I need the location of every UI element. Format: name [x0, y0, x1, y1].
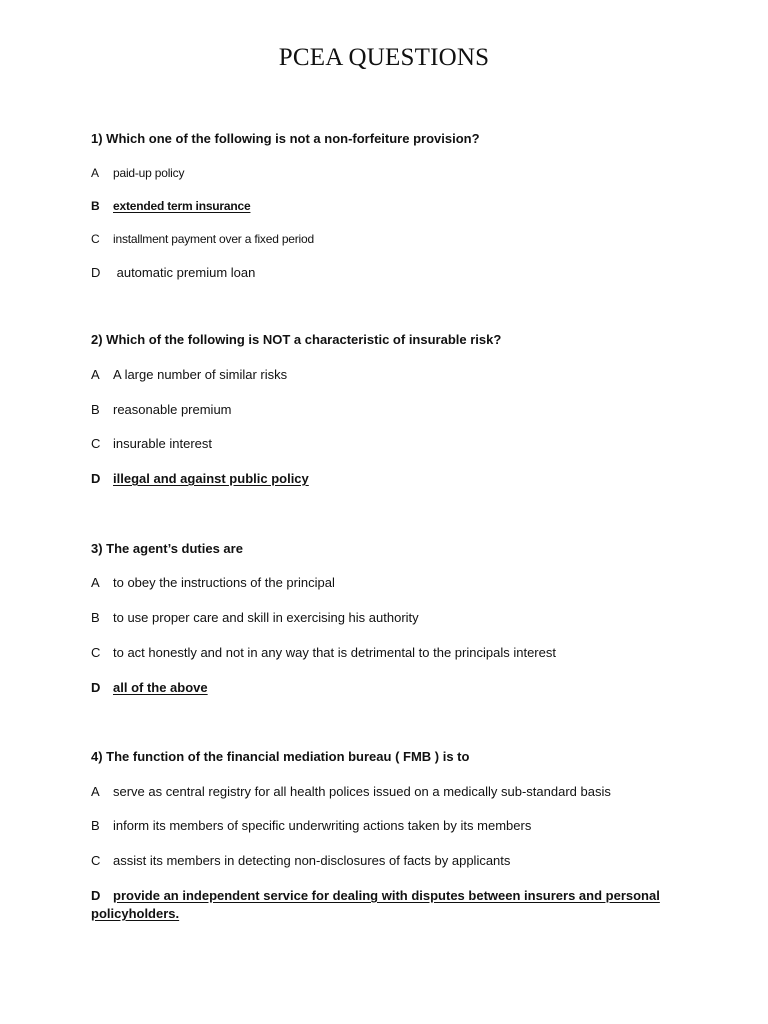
question-4-option-c: [91, 852, 510, 870]
question-3-option-c: [91, 644, 556, 662]
option-letter: C: [91, 645, 101, 660]
question-3-option-a: [91, 574, 335, 592]
question-3-option-d-correct-answer: [91, 679, 208, 697]
question-4-option-d-correct-answer: [91, 887, 691, 923]
option-text: extended term insurance: [113, 199, 251, 213]
option-text: assist its members in detecting non-disclosures of facts by applicants: [113, 853, 511, 868]
option-text: automatic premium loan: [113, 265, 256, 280]
question-2-option-c: [91, 435, 212, 453]
option-letter: A: [91, 784, 100, 799]
option-letter: D: [91, 265, 101, 280]
question-1-text: 1) Which one of the following is not a non-forfeiture provision?: [91, 131, 480, 146]
option-letter: D: [91, 471, 101, 486]
question-2-option-d-correct-answer: [91, 470, 309, 488]
option-letter: C: [91, 853, 101, 868]
option-letter: B: [91, 818, 100, 833]
option-text: installment payment over a fixed period: [113, 232, 314, 246]
question-2-option-a: [91, 366, 287, 384]
option-text: to obey the instructions of the principal: [113, 575, 335, 590]
option-text-continuation: policyholders.: [91, 906, 180, 921]
question-3-text: 3) The agent’s duties are: [91, 541, 243, 556]
question-1-option-d: [91, 264, 255, 282]
option-text: to use proper care and skill in exercising his authority: [113, 610, 419, 625]
question-4-text: 4) The function of the financial mediation bureau ( FMB ) is to: [91, 749, 470, 764]
option-letter: D: [91, 680, 101, 695]
option-letter: B: [91, 610, 100, 625]
option-letter: D: [91, 888, 101, 903]
question-4-option-b: [91, 817, 531, 835]
question-1-option-b-correct-answer: [91, 197, 250, 215]
option-text: reasonable premium: [113, 402, 232, 417]
question-4-option-a: [91, 783, 611, 801]
option-letter: B: [91, 199, 100, 213]
question-2-text: 2) Which of the following is NOT a characteristic of insurable risk?: [91, 332, 502, 347]
question-1-option-a: [91, 164, 184, 182]
option-letter: C: [91, 436, 101, 451]
question-1-option-c: [91, 230, 314, 248]
option-text: illegal and against public policy: [113, 471, 309, 486]
option-text: to act honestly and not in any way that is detrimental to the principals interest: [113, 645, 556, 660]
option-letter: A: [91, 166, 99, 180]
option-letter: B: [91, 402, 100, 417]
question-2-option-b: [91, 401, 232, 419]
question-3-option-b: [91, 609, 419, 627]
option-text: serve as central registry for all health polices issued on a medically sub-standard basis: [113, 784, 611, 799]
page-title: PCEA QUESTIONS: [278, 44, 490, 71]
option-letter: A: [91, 575, 100, 590]
option-text: A large number of similar risks: [113, 367, 288, 382]
option-text: provide an independent service for dealing with disputes between insurers and personal: [113, 888, 660, 903]
option-letter: C: [91, 232, 100, 246]
option-text: insurable interest: [113, 436, 212, 451]
option-text: all of the above: [113, 680, 208, 695]
option-text: inform its members of specific underwriting actions taken by its members: [113, 818, 532, 833]
option-text: paid-up policy: [113, 166, 185, 180]
option-letter: A: [91, 367, 100, 382]
